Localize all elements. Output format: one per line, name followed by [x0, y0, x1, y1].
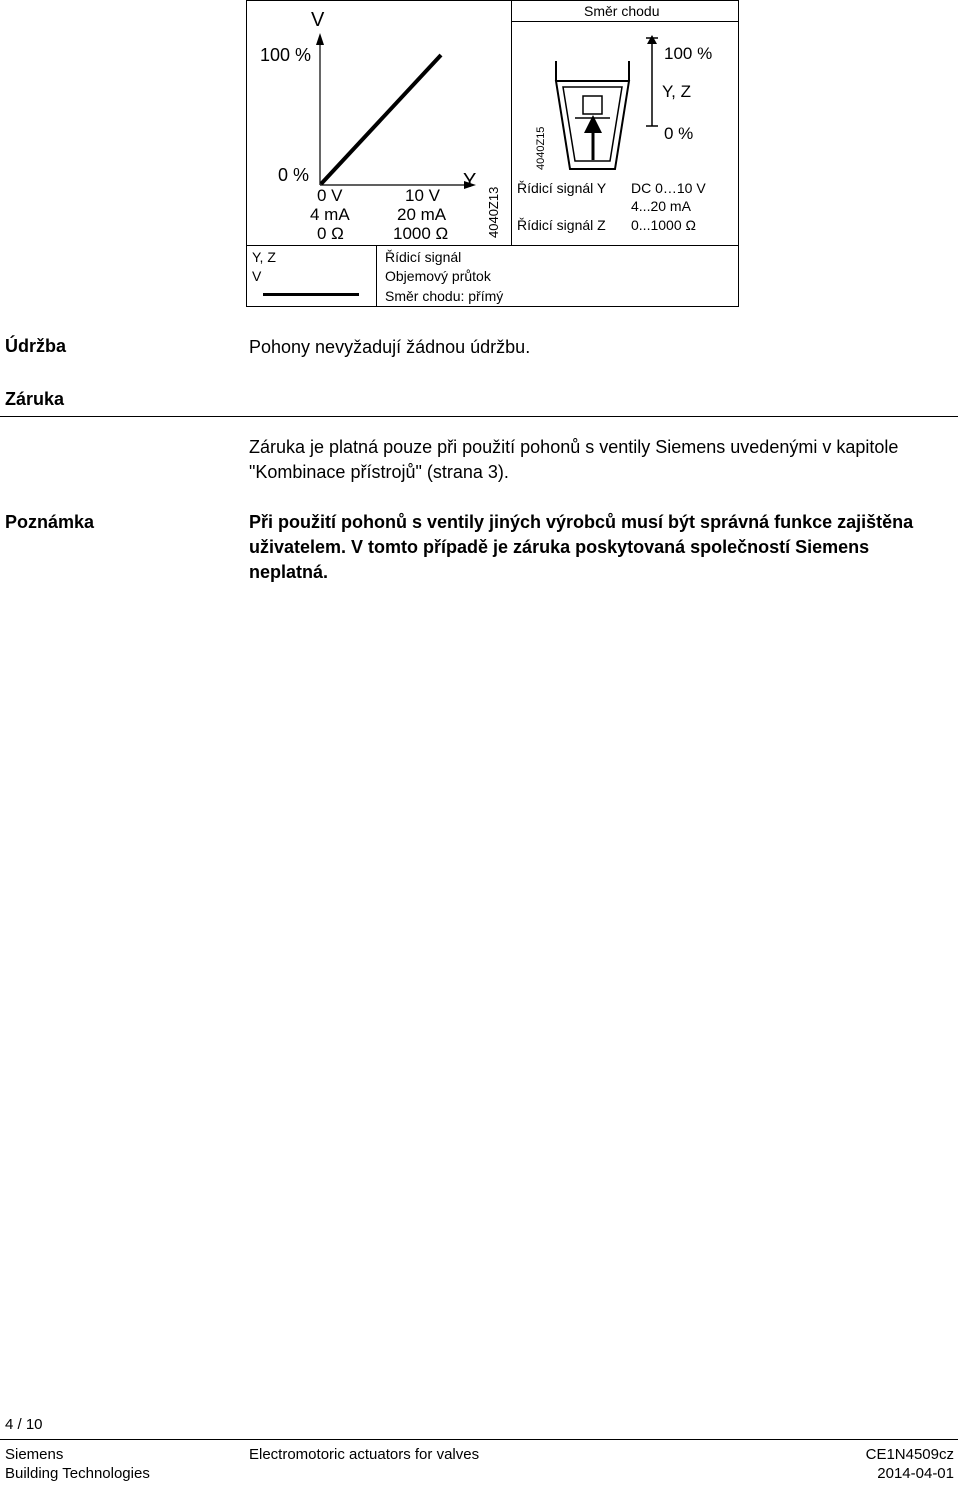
- signal-y-value-0: DC 0…10 V: [631, 180, 706, 196]
- footer-rule: [0, 1439, 958, 1440]
- graph-x-end-0: 10 V: [405, 186, 440, 205]
- graph-x-axis-label: Y: [463, 170, 477, 192]
- note-heading: Poznámka: [5, 512, 95, 532]
- signal-y-label: Řídicí signál Y: [517, 180, 607, 196]
- graph-x-start-0: 0 V: [317, 186, 343, 205]
- note-text: Při použití pohonů s ventily jiných výrobců musí být správná funkce zajištěna uživatelem. V tomto případě je záruka poskytovaná společností Siemens neplatná.: [249, 512, 914, 582]
- stroke-figure-code: 4040Z15: [535, 126, 547, 170]
- legend-divider: [376, 245, 377, 307]
- page-number: 4 / 10: [5, 1416, 43, 1433]
- maintenance-text: Pohony nevyžadují žádnou údržbu.: [249, 337, 531, 357]
- footer-doc-code: CE1N4509cz: [865, 1446, 954, 1463]
- characteristic-line: [321, 55, 441, 184]
- stroke-mid-label: Y, Z: [662, 82, 691, 101]
- graph-figure-code: 4040Z13: [486, 186, 501, 238]
- graph-y-min-label: 0 %: [278, 165, 310, 185]
- y-axis-arrow: [316, 33, 324, 45]
- warranty-heading: Záruka: [5, 389, 65, 409]
- legend-line-sample: [263, 293, 359, 296]
- legend-key-1: V: [252, 268, 262, 284]
- signal-z-value-0: 0...1000 Ω: [631, 217, 696, 233]
- legend-text-2: Směr chodu: přímý: [385, 288, 504, 304]
- graph-y-axis-label: V: [311, 9, 325, 31]
- signal-y-value-1: 4...20 mA: [631, 198, 691, 214]
- graph-x-start-2: 0 Ω: [317, 224, 344, 243]
- legend-key-0: Y, Z: [252, 249, 276, 265]
- footer-title: Electromotoric actuators for valves: [249, 1446, 480, 1463]
- stroke-bottom-label: 0 %: [664, 124, 694, 143]
- legend-text-0: Řídicí signál: [385, 249, 462, 265]
- characteristic-graph: [246, 0, 512, 246]
- graph-x-start-1: 4 mA: [310, 205, 350, 224]
- graph-x-end-1: 20 mA: [397, 205, 447, 224]
- stroke-top-label: 100 %: [664, 44, 713, 63]
- footer-company: Siemens: [5, 1446, 64, 1463]
- warranty-rule: [0, 416, 958, 417]
- signal-z-label: Řídicí signál Z: [517, 217, 606, 233]
- graph-y-max-label: 100 %: [260, 45, 312, 65]
- footer-division: Building Technologies: [5, 1465, 150, 1482]
- legend-text-1: Objemový průtok: [385, 268, 491, 284]
- maintenance-heading: Údržba: [5, 336, 67, 356]
- footer-date: 2014-04-01: [877, 1465, 954, 1482]
- graph-x-end-2: 1000 Ω: [393, 224, 449, 243]
- warranty-text: Záruka je platná pouze při použití pohonů s ventily Siemens uvedenými v kapitole "Kombinace přístrojů" (strana 3).: [249, 437, 899, 482]
- stroke-title: Směr chodu: [584, 3, 660, 19]
- valve-plug: [583, 96, 602, 114]
